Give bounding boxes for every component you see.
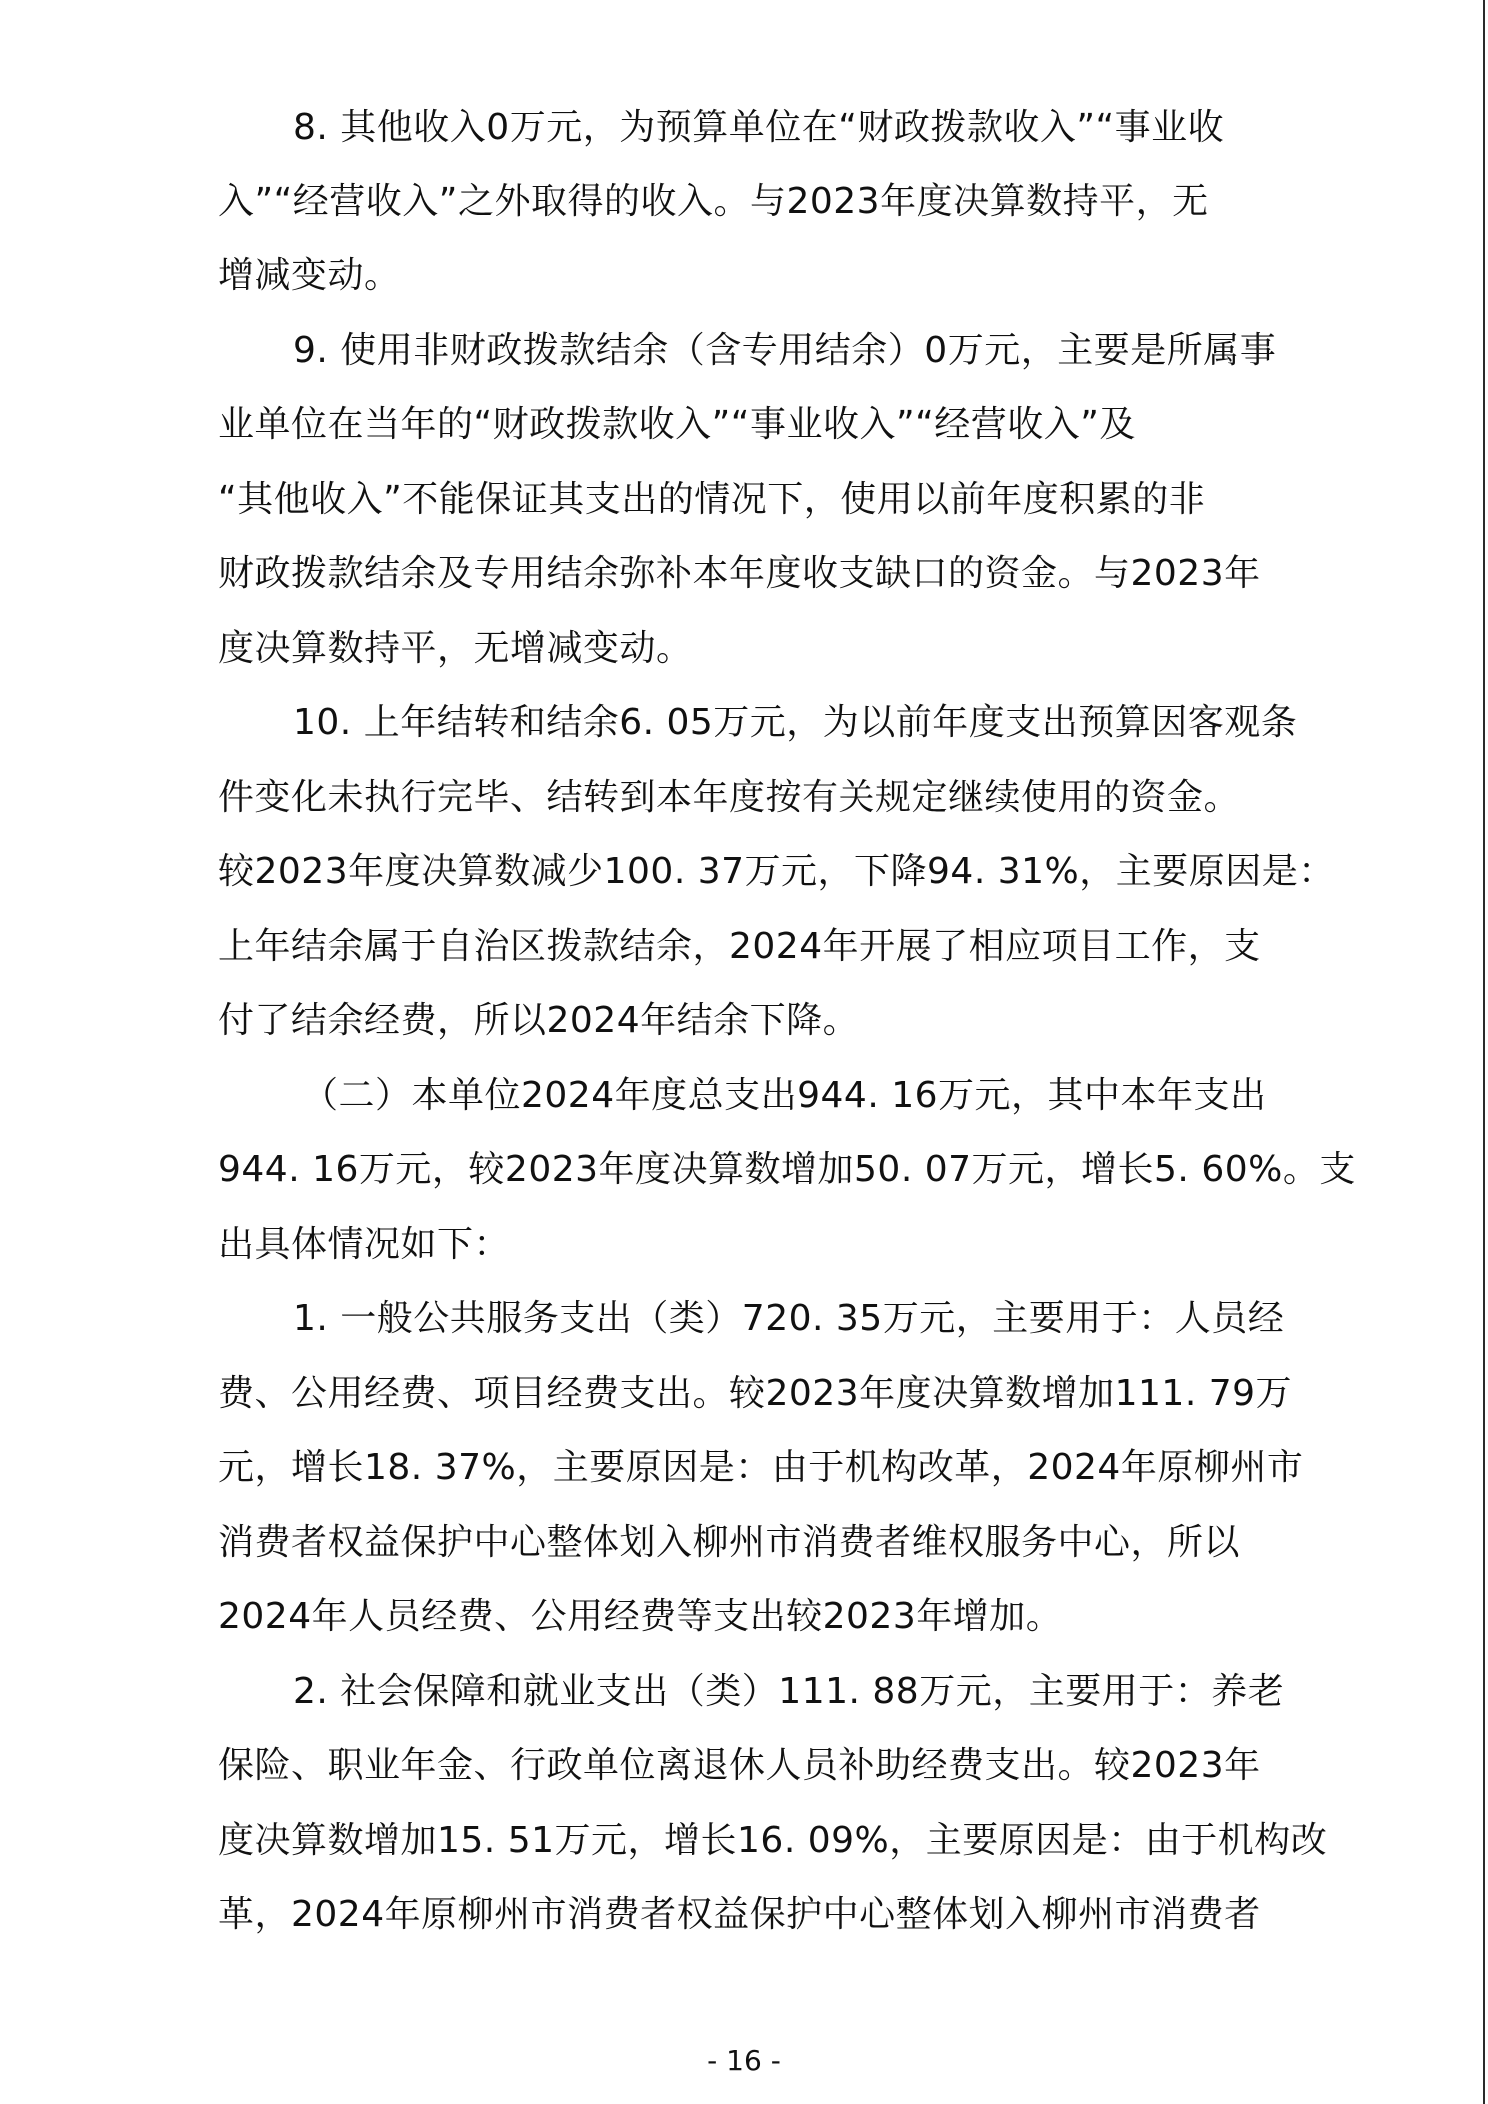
item-2-line-1: 2. 社会保障和就业支出（类）111. 88万元，主要用于：养老: [293, 1671, 1285, 1712]
paragraph-8-line-3: 增减变动。: [218, 255, 401, 296]
paragraph-10-line-3: 较2023年度决算数减少100. 37万元，下降94. 31%，主要原因是：: [218, 851, 1335, 892]
paragraph-9-line-5: 度决算数持平，无增减变动。: [218, 628, 693, 669]
paragraph-9-line-1: 9. 使用非财政拨款结余（含专用结余）0万元，主要是所属事: [293, 330, 1277, 371]
page-number: - 16 -: [707, 2044, 781, 2077]
item-2-line-3: 度决算数增加15. 51万元，增长16. 09%，主要原因是：由于机构改: [218, 1820, 1328, 1861]
section-2-line-3: 出具体情况如下：: [218, 1224, 511, 1265]
item-1-line-3: 元，增长18. 37%，主要原因是：由于机构改革，2024年原柳州市: [218, 1447, 1304, 1488]
paragraph-9-line-4: 财政拨款结余及专用结余弥补本年度收支缺口的资金。与2023年: [218, 553, 1261, 594]
paragraph-10-line-5: 付了结余经费，所以2024年结余下降。: [218, 1000, 860, 1041]
paragraph-8-line-1: 8. 其他收入0万元，为预算单位在“财政拨款收入”“事业收: [293, 107, 1225, 148]
paragraph-10-line-2: 件变化未执行完毕、结转到本年度按有关规定继续使用的资金。: [218, 777, 1241, 818]
item-1-line-5: 2024年人员经费、公用经费等支出较2023年增加。: [218, 1596, 1063, 1637]
section-2-line-2: 944. 16万元，较2023年度决算数增加50. 07万元，增长5. 60%。支: [218, 1149, 1356, 1190]
paragraph-9-line-2: 业单位在当年的“财政拨款收入”“事业收入”“经营收入”及: [218, 404, 1136, 445]
item-1-line-2: 费、公用经费、项目经费支出。较2023年度决算数增加111. 79万: [218, 1373, 1293, 1414]
paragraph-9-line-3: “其他收入”不能保证其支出的情况下，使用以前年度积累的非: [218, 479, 1206, 520]
paragraph-8-line-2: 入”“经营收入”之外取得的收入。与2023年度决算数持平，无: [218, 181, 1209, 222]
paragraph-10-line-4: 上年结余属于自治区拨款结余，2024年开展了相应项目工作，支: [218, 926, 1261, 967]
item-2-line-4: 革，2024年原柳州市消费者权益保护中心整体划入柳州市消费者: [218, 1894, 1261, 1935]
section-2-line-1: （二）本单位2024年度总支出944. 16万元，其中本年支出: [302, 1075, 1267, 1116]
paragraph-10-line-1: 10. 上年结转和结余6. 05万元，为以前年度支出预算因客观条: [293, 702, 1298, 743]
item-1-line-1: 1. 一般公共服务支出（类）720. 35万元，主要用于：人员经: [293, 1298, 1285, 1339]
item-1-line-4: 消费者权益保护中心整体划入柳州市消费者维权服务中心，所以: [218, 1522, 1241, 1563]
item-2-line-2: 保险、职业年金、行政单位离退休人员补助经费支出。较2023年: [218, 1745, 1261, 1786]
page-edge-border: [1483, 0, 1485, 2104]
